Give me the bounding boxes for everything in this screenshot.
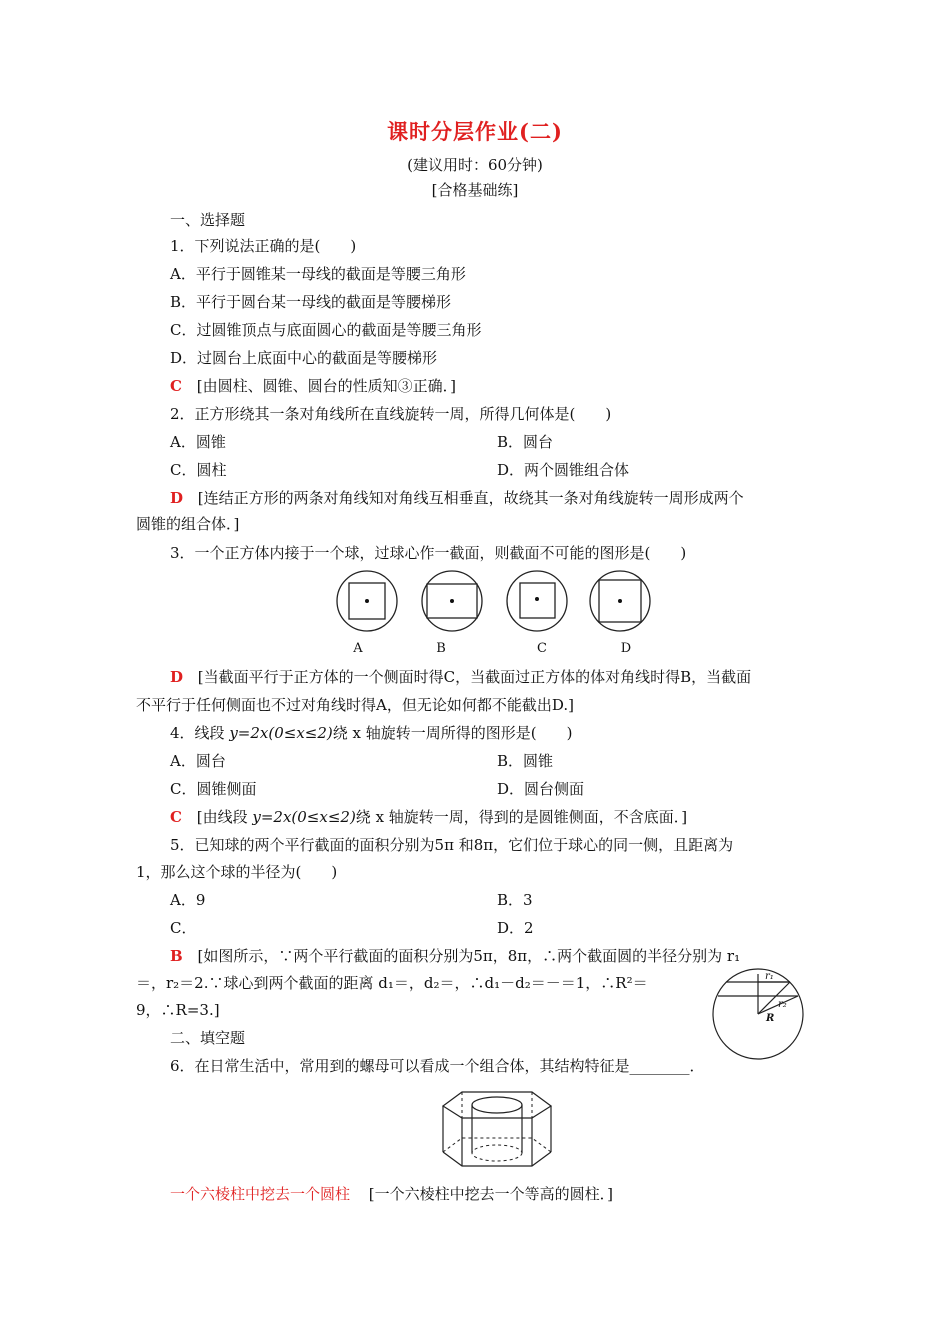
q5-explanation: [如图所示，∵两个平行截面的面积分别为5π，8π，∴两个截面圆的半径分别为 r₁ [197,947,741,965]
q4-stem [170,723,572,743]
q2-answer-line [170,488,744,508]
q1-option-a: A．平行于圆锥某一母线的截面是等腰三角形 [170,265,466,283]
q3-label-b: B [436,641,446,656]
q5-explanation-end: 9，∴R=3.] [136,1001,220,1019]
q3-label-d: D [620,641,632,656]
q4-option-a: A．圆台 [170,752,226,770]
q4-option-b: B．圆锥 [497,752,554,770]
section-choice: 一、选择题 [170,211,246,229]
hex-top [443,1092,551,1118]
q1-explanation: [由圆柱、圆锥、圆台的性质知③正确．] [196,377,456,395]
q5-sphere-figure [708,964,808,1064]
q2-option-b: B．圆台 [497,433,554,451]
q4-stem-post: 绕 x 轴旋转一周所得的图形是( ) [332,724,573,742]
q5-stem-cont: 1，那么这个球的半径为( ) [136,863,338,881]
fig-label-r2: r₂ [778,999,787,1010]
q2-explanation: [连结正方形的两条对角线知对角线互相垂直，故绕其一条对角线旋转一周形成两个 [197,489,744,507]
fig-label-R: R [766,1013,775,1024]
q2-option-c: C．圆柱 [170,461,227,479]
q4-exp-post: 绕 x 轴旋转一周，得到的是圆锥侧面，不含底面．] [355,808,688,826]
q2-option-a: A．圆锥 [170,433,226,451]
q5-answer: B [170,947,183,965]
q3-answer: D [170,668,184,686]
q4-exp-math: y=2x(0≤x≤2) [252,808,356,826]
q6-nut-figure [440,1086,555,1174]
q3-figure [330,568,660,658]
q2-explanation-cont: 圆锥的组合体．] [136,515,240,533]
q1-option-d: D．过圆台上底面中心的截面是等腰梯形 [170,349,438,367]
q4-explanation [197,808,687,826]
q4-stem-pre: 4．线段 [170,724,230,742]
q2-option-d: D．两个圆锥组合体 [497,461,630,479]
q1-option-c: C．过圆锥顶点与底面圆心的截面是等腰三角形 [170,321,482,339]
hole-top [472,1097,522,1113]
q4-answer-line [170,807,687,827]
level-label: [合格基础练] [431,181,519,199]
q3-label-c: C [537,641,547,656]
q3-label-a: A [353,641,363,656]
q1-option-b: B．平行于圆台某一母线的截面是等腰梯形 [170,293,452,311]
fig-label-r1: r₁ [765,971,774,982]
q5-answer-line [170,946,740,966]
q3-explanation-cont: 不平行于任何侧面也不过对角线时得A，但无论如何都不能截出D.] [136,696,574,714]
hole-bottom [472,1145,522,1161]
q1-answer-line [170,376,456,396]
q2-answer: D [170,489,184,507]
q5-explanation-cont: ＝，r₂＝2.∵球心到两个截面的距离 d₁＝，d₂＝，∴d₁－d₂＝－＝1，∴R²＝ [136,974,648,992]
q1-answer: C [170,377,182,395]
q6-stem: 6．在日常生活中，常用到的螺母可以看成一个组合体，其结构特征是________． [170,1057,705,1075]
page-title: 课时分层作业(二) [387,119,563,144]
time-hint: (建议用时：60分钟) [407,156,543,174]
q5-stem: 5．已知球的两个平行截面的面积分别为5π 和8π，它们位于球心的同一侧，且距离为 [170,836,734,854]
q3-stem: 3．一个正方体内接于一个球，过球心作一截面，则截面不可能的图形是( ) [170,544,687,562]
q4-answer: C [170,808,182,826]
q6-explanation: [一个六棱柱中挖去一个等高的圆柱．] [368,1185,614,1203]
q5-option-a: A．9 [170,891,206,909]
q5-option-d: D．2 [497,919,534,937]
q6-answer: 一个六棱柱中挖去一个圆柱 [170,1185,351,1203]
q4-option-d: D．圆台侧面 [497,780,585,798]
q4-exp-pre: [由线段 [196,808,253,826]
q6-answer-line [170,1184,613,1204]
q5-option-b: B．3 [497,891,533,909]
q3-explanation: [当截面平行于正方体的一个侧面时得C，当截面过正方体的体对角线时得B，当截面 [197,668,752,686]
q5-option-c: C． [170,919,197,937]
q4-option-c: C．圆锥侧面 [170,780,257,798]
q1-stem: 1．下列说法正确的是( ) [170,237,357,255]
q4-stem-math: y=2x(0≤x≤2) [229,724,333,742]
q3-answer-line [170,667,751,687]
q2-stem: 2．正方形绕其一条对角线所在直线旋转一周，所得几何体是( ) [170,405,612,423]
section-fill: 二、填空题 [170,1029,246,1047]
